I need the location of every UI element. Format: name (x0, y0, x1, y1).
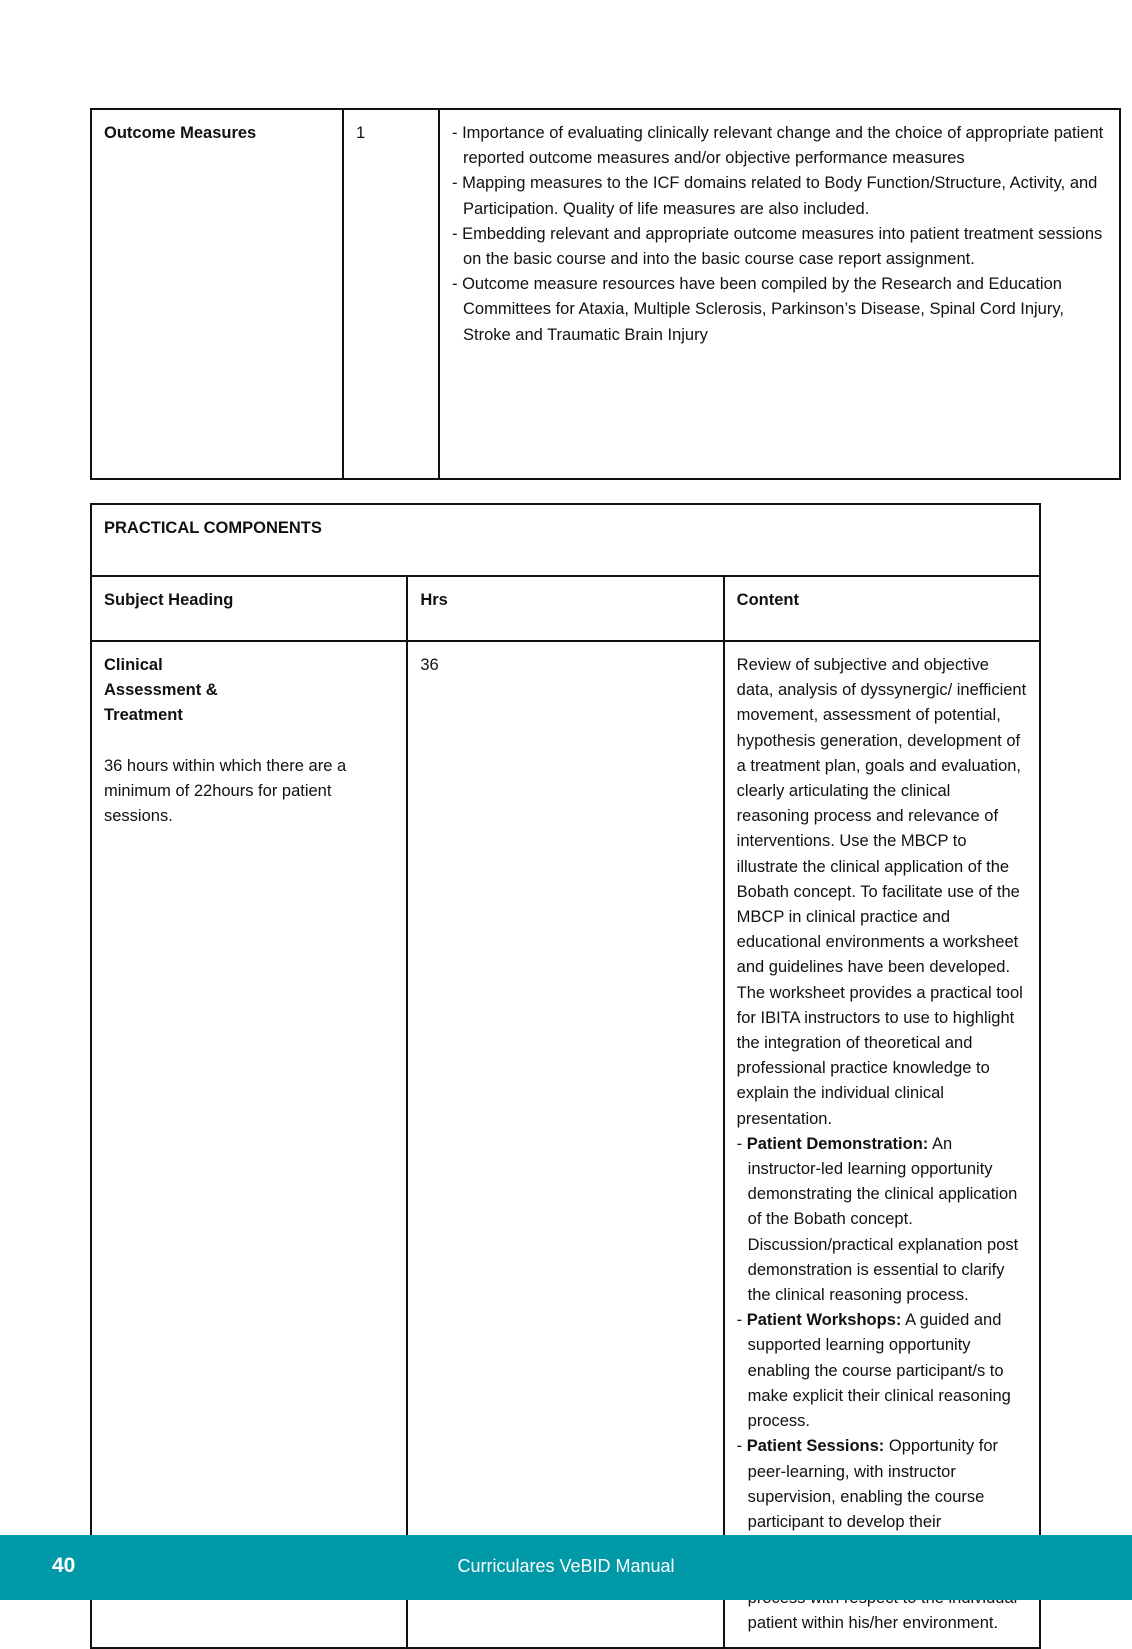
outcome-bullet-list (452, 121, 1107, 348)
header-content: Content (724, 576, 1040, 641)
subject-cell: Outcome Measures (91, 109, 343, 479)
subject-note: 36 hours within which there are a minimum of 22hours for patient sessions. (104, 756, 347, 826)
header-subject: Subject Heading (91, 576, 407, 641)
bullet-term: Patient Demonstration: (746, 1134, 929, 1153)
bullet-term: Patient Sessions: (746, 1437, 885, 1456)
table-title: PRACTICAL COMPONENTS (91, 504, 1040, 576)
list-item (737, 1308, 1027, 1434)
subject-cell (91, 641, 407, 1648)
list-item: - Mapping measures to the ICF domains related to Body Function/Structure, Activity, and Participation. Quality of life measures are also included. (452, 171, 1107, 221)
subject-heading: Clinical Assessment & Treatment (104, 656, 218, 725)
content-intro: Review of subjective and objective data, analysis of dyssynergic/ inefficient movement, assessment of potential, hypothesis generation, development of a treatment plan, goals and evaluation, clearly articulating the clinical reasoning process and relevance of interventions. Use the MBCP to illustrate the clinical application of the Bobath concept. To facilitate use of the MBCP in clinical practice and educational environments a worksheet and guidelines have been developed. The worksheet provides a practical tool for IBITA instructors to use to highlight the integration of theoretical and professional practice knowledge to explain the individual clinical presentation. (736, 656, 1027, 1128)
content-cell (724, 641, 1040, 1648)
practical-components-table (90, 503, 1041, 1649)
footer-title: Curriculares VeBID Manual (457, 1556, 675, 1576)
bullet-text: Opportunity for peer-learning, with instructor supervision, enabling the course participant to develop their patient within his/her environment. (747, 1437, 999, 1632)
table-header-row (91, 576, 1040, 641)
table-title-row (91, 504, 1040, 576)
list-item (737, 1132, 1027, 1308)
outcome-measures-row (91, 109, 1120, 479)
header-hours: Hrs (407, 576, 723, 641)
table-row (91, 641, 1040, 1648)
page-footer (0, 1535, 1132, 1600)
bullet-text: A guided and supported learning opportunity enabling the course participant/s to make explicit their clinical reasoning process. (747, 1311, 1011, 1431)
list-item: - Importance of evaluating clinically relevant change and the choice of appropriate patient reported outcome measures and/or objective performance measures (452, 121, 1107, 171)
outcome-measures-table (90, 108, 1121, 480)
hours-cell: 1 (343, 109, 439, 479)
page-number: 40 (52, 1554, 76, 1577)
list-item: - Outcome measure resources have been compiled by the Research and Education Committees for Ataxia, Multiple Sclerosis, Parkinson’s Disease, Spinal Cord Injury, Stroke and Traumatic Brain Injury (452, 272, 1107, 348)
hours-cell: 36 (407, 641, 723, 1648)
list-item: - Embedding relevant and appropriate outcome measures into patient treatment sessions on the basic course and into the basic course case report assignment. (452, 222, 1107, 272)
bullet-term: Patient Workshops: (746, 1311, 902, 1330)
content-cell (439, 109, 1120, 479)
bullet-text: An instructor-led learning opportunity demonstrating the clinical application of the Bobath concept. Discussion/practical explanation post demonstration is essential to clarify the clinical reasoning process. (747, 1134, 1019, 1305)
